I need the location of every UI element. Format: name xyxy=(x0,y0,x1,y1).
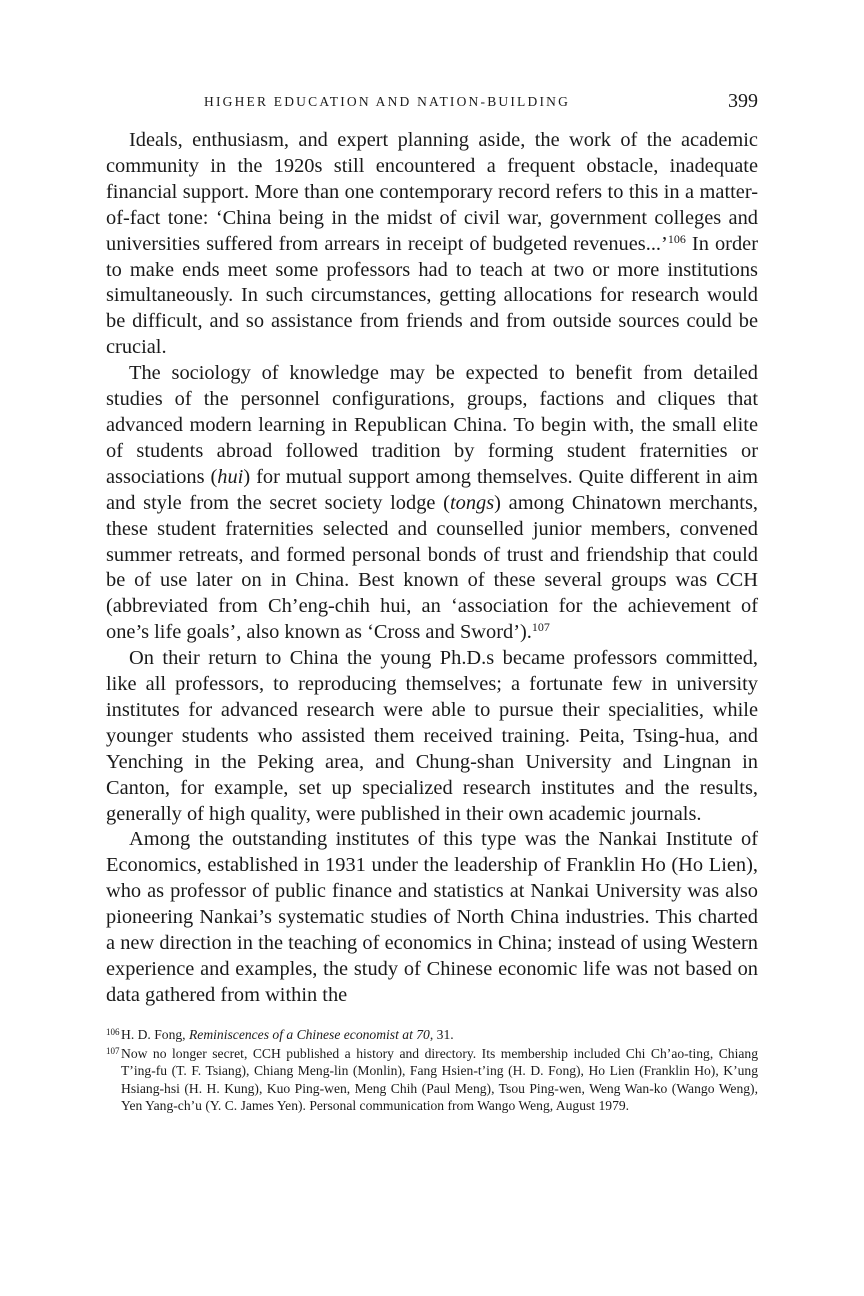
paragraph-2-text-c: ) among Chinatown merchants, these student fraternities selected and counselled junior members, convened summer retreats, and formed personal bonds of trust and friendship that could be of use later on in China. Best known of these several groups was CCH (abbreviated from Ch’eng-chih hui, an ‘association for the achievement of one’s life goals’, also known as ‘Cross and Sword’). xyxy=(106,491,758,644)
paragraph-2-text-b: ) for mutual support among themselves. Quite different in aim and style from the secret society lodge ( xyxy=(106,465,758,514)
paragraph-1 xyxy=(106,128,758,361)
running-header xyxy=(106,88,758,118)
footnote-text-a: H. D. Fong, xyxy=(121,1026,189,1042)
page-number: 399 xyxy=(728,90,758,112)
footnote-text: Now no longer secret, CCH published a history and directory. Its membership included Chi Ch’ao-ting, Chiang T’ing-fu (T. F. Tsiang), Chiang Meng-lin (Monlin), Fang Hsien-t’ing (H. D. Fong), Ho Lien (Franklin Ho), K’ung Hsiang-hsi (H. H. Kung), Kuo Ping-wen, Meng Chih (Paul Meng), Tsou Ping-wen, Weng Wan-ko (Wango Weng), Yen Yang-ch’u (Y. C. James Yen). Personal communication from Wango Weng, August 1979. xyxy=(121,1046,758,1113)
paragraph-4 xyxy=(106,827,758,1008)
paragraph-3-text: On their return to China the young Ph.D.s became professors committed, like all professors, to reproducing themselves; a fortunate few in university institutes for advanced research were able to pursue their specialities, while younger students who assisted them received training. Peita, Tsing-hua, and Yenching in the Peking area, and Chung-shan University and Lingnan in Canton, for example, set up specialized research institutes and the results, generally of high quality, were published in their own academic journals. xyxy=(106,647,758,825)
footnotes xyxy=(106,1024,758,1114)
paragraph-1-text-b: In order to make ends meet some professors had to teach at two or more institutions simultaneously. In such circumstances, getting allocations for research would be difficult, and so assistance from friends and from outside sources could be crucial. xyxy=(106,232,758,359)
paragraph-4-text: Among the outstanding institutes of this type was the Nankai Institute of Economics, established in 1931 under the leadership of Franklin Ho (Ho Lien), who as professor of public finance and statistics at Nankai University was also pioneering Nankai’s systematic studies of North China industries. This charted a new direction in the teaching of economics in China; instead of using Western experience and examples, the study of Chinese economic life was not based on data gathered from within the xyxy=(106,828,758,1006)
footnote-ref-107: 107 xyxy=(531,620,550,635)
footnote-107 xyxy=(106,1043,758,1114)
footnote-number: 106 xyxy=(106,1026,120,1037)
term-hui: hui xyxy=(217,465,244,488)
footnote-ref-106: 106 xyxy=(667,231,686,246)
footnote-106 xyxy=(106,1024,758,1043)
running-title: HIGHER EDUCATION AND NATION-BUILDING xyxy=(204,94,571,109)
footnote-book-title: Reminiscences of a Chinese economist at 70 xyxy=(188,1026,430,1042)
footnote-text-b: , 31. xyxy=(429,1026,454,1042)
paragraph-1-text-a: Ideals, enthusiasm, and expert planning aside, the work of the academic community in the 1920s still encountered a frequent obstacle, inadequate financial support. More than one contemporary record refers to this in a matter-of-fact tone: ‘China being in the midst of civil war, government colleges and universities suffered from arrears in receipt of budgeted revenues...’ xyxy=(106,129,758,255)
term-tongs: tongs xyxy=(449,491,495,514)
paragraph-2-text-a: The sociology of knowledge may be expected to benefit from detailed studies of the personnel configurations, groups, factions and cliques that advanced modern learning in Republican China. To begin with, the small elite of students abroad followed tradition by forming student fraternities or associations ( xyxy=(106,362,758,488)
paragraph-3 xyxy=(106,646,758,827)
body-text xyxy=(106,128,758,1009)
footnote-number: 107 xyxy=(106,1046,120,1057)
paragraph-2 xyxy=(106,361,758,646)
book-page xyxy=(106,88,758,1114)
